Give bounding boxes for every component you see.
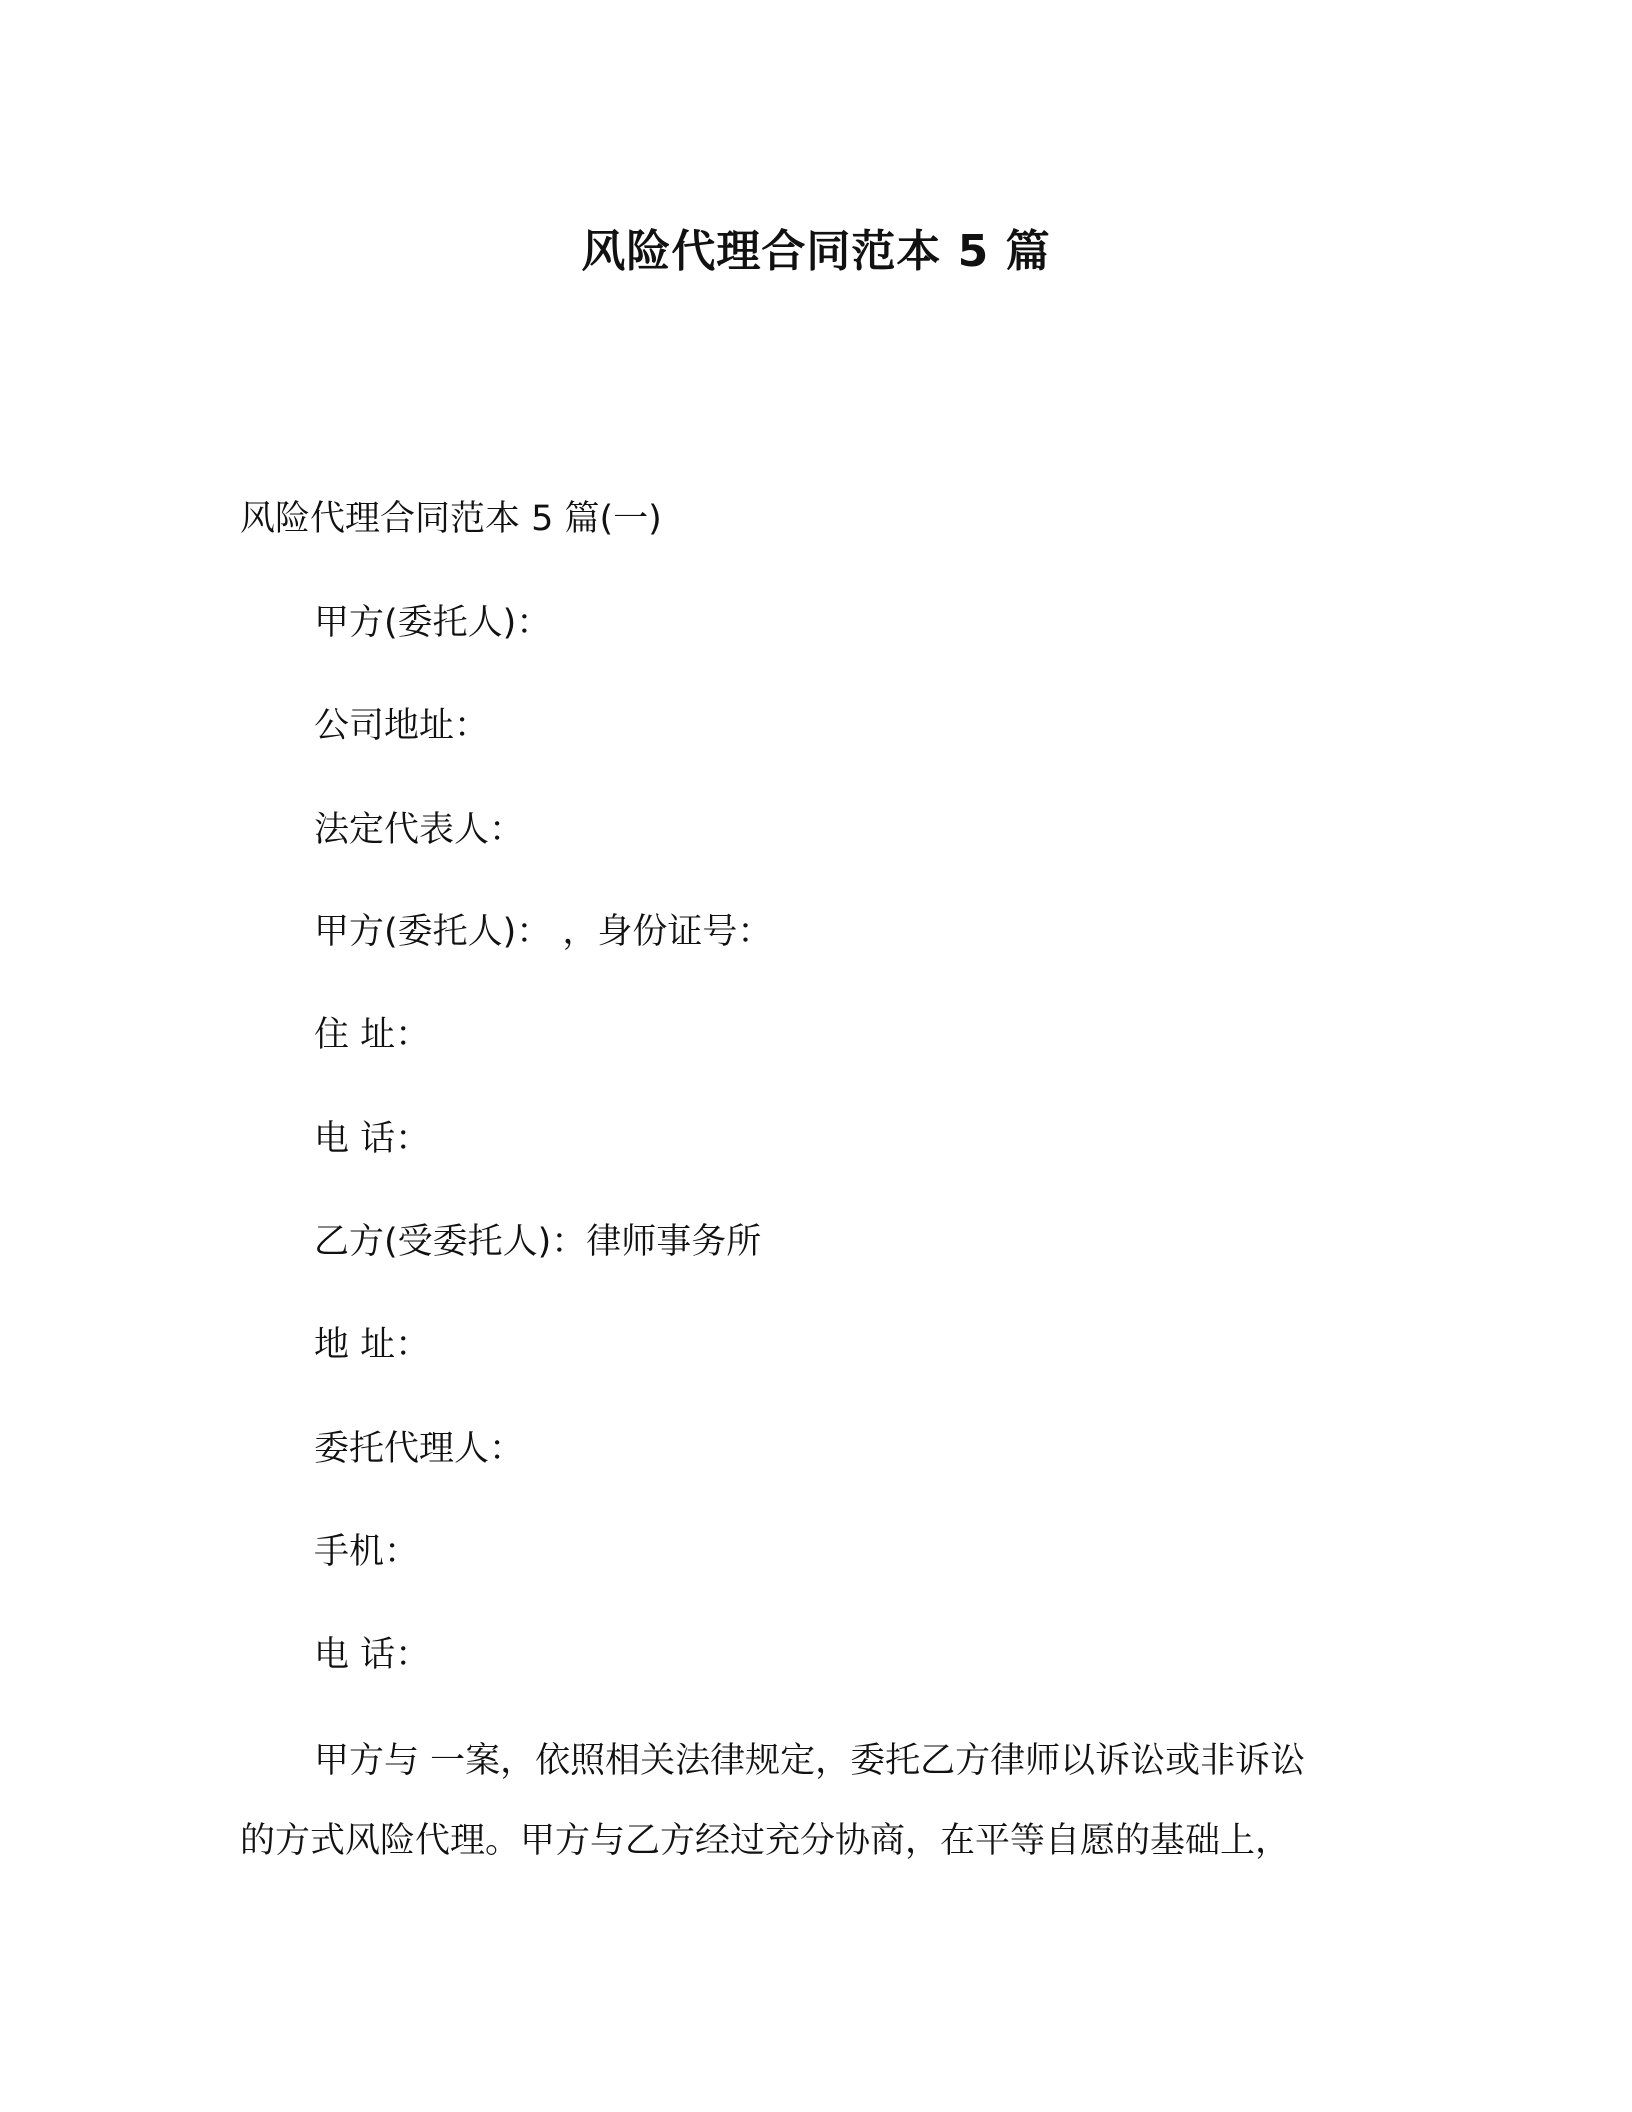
field-party-a-client: 甲方(委托人)： — [314, 603, 552, 643]
field-legal-representative: 法定代表人： — [314, 810, 525, 850]
field-phone-party-a: 电 话： — [314, 1119, 431, 1159]
field-phone-party-b: 电 话： — [314, 1635, 431, 1675]
field-address-party-b: 地 址： — [314, 1325, 431, 1365]
field-party-b-law-firm: 乙方(受委托人)：律师事务所 — [314, 1222, 762, 1262]
field-mobile: 手机： — [314, 1532, 420, 1572]
field-entrusted-agent: 委托代理人： — [314, 1429, 525, 1469]
document-title: 风险代理合同范本 5 篇 — [581, 226, 1051, 277]
paragraph-line-1: 甲方与 一案，依照相关法律规定，委托乙方律师以诉讼或非诉讼 — [314, 1741, 1306, 1781]
field-residence-address: 住 址： — [314, 1015, 431, 1055]
paragraph-line-2: 的方式风险代理。甲方与乙方经过充分协商，在平等自愿的基础上， — [240, 1821, 1291, 1861]
field-company-address: 公司地址： — [314, 706, 490, 746]
field-party-a-id-number: 甲方(委托人)： ，身份证号： — [314, 912, 773, 952]
section-heading: 风险代理合同范本 5 篇(一) — [240, 499, 662, 539]
